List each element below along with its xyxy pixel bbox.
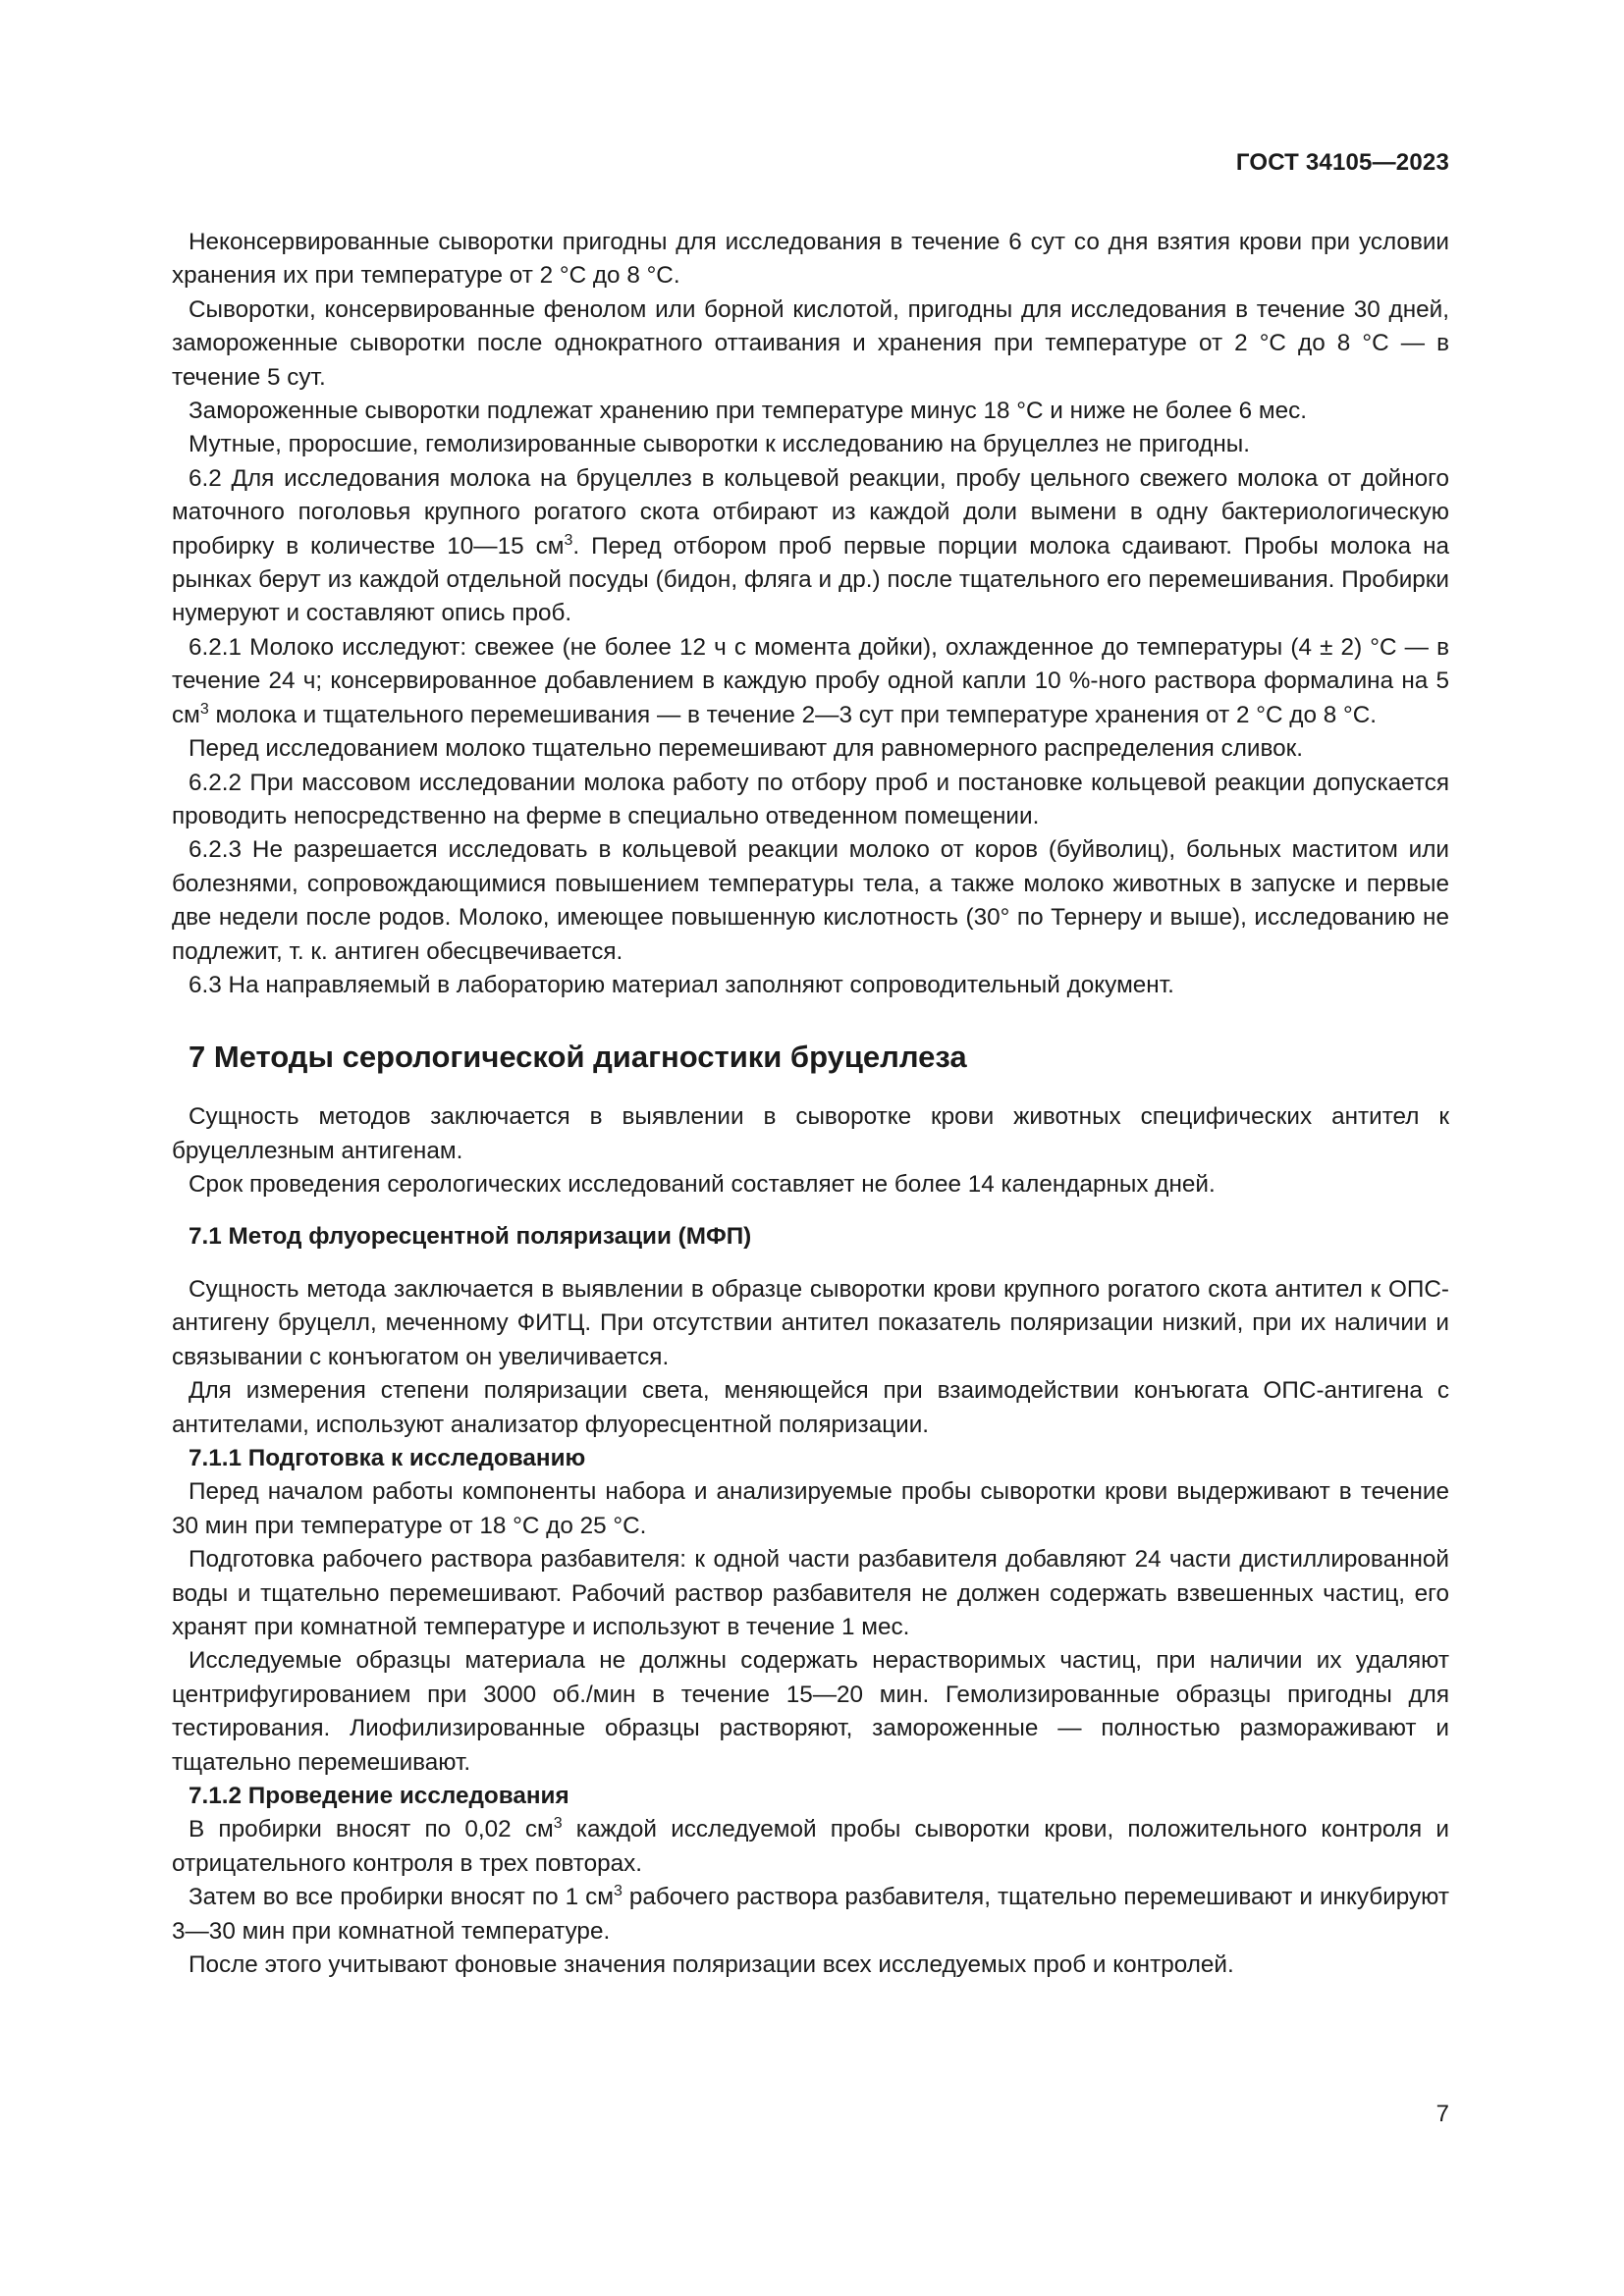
paragraph bbox=[172, 1813, 1449, 1881]
paragraph: Подготовка рабочего раствора разбавителя: к одной части разбавителя добавляют 24 части дистиллированной воды и тщательно перемешивают. Рабочий раствор разбавителя не должен содержать взвешенных частиц, его хранят при комнатной температуре и используют в течение 1 мес. bbox=[172, 1546, 1449, 1641]
paragraph: Перед исследованием молоко тщательно перемешивают для равномерного распределения сливок. bbox=[189, 735, 1303, 763]
section-7-1-1-heading: 7.1.1 Подготовка к исследованию bbox=[189, 1445, 586, 1471]
text-run: рабочего раствора разбавителя, тщательно перемешивают и инкубируют 3—30 мин при комнатной температуре. bbox=[172, 1884, 1449, 1945]
text-run: 6.2 Для исследования молока на бруцеллез в кольцевой реакции, пробу цельного свежего молока от дойного маточного поголовья крупного рогатого скота отбирают из каждой доли вымени в одну бактериологическую пробирку в количестве 10—15 см bbox=[172, 464, 1449, 560]
paragraph: Сущность методов заключается в выявлении в сыворотке крови животных специфических антител к бруцеллезным антигенам. bbox=[172, 1103, 1449, 1164]
paragraph: Сыворотки, консервированные фенолом или борной кислотой, пригодны для исследования в течение 30 дней, замороженные сыворотки после однократного оттаивания и хранения при температуре от 2 °С до 8 °С — в течение 5 сут. bbox=[172, 295, 1449, 391]
paragraph-6-2-2: 6.2.2 При массовом исследовании молока работу по отбору проб и постановке кольцевой реакции допускается проводить непосредственно на ферме в специально отведенном помещении. bbox=[172, 769, 1449, 829]
paragraph-6-2 bbox=[172, 462, 1449, 631]
paragraph: Неконсервированные сыворотки пригодны для исследования в течение 6 сут со дня взятия крови при условии хранения их при температуре от 2 °С до 8 °С. bbox=[172, 229, 1449, 290]
paragraph: Мутные, проросшие, гемолизированные сыворотки к исследованию на бруцеллез не пригодны. bbox=[189, 431, 1250, 458]
paragraph-6-2-3: 6.2.3 Не разрешается исследовать в кольцевой реакции молоко от коров (буйволиц), больных маститом или болезнями, сопровождающимися повышением температуры тела, а также молоко животных в запуске и первые две недели после родов. Молоко, имеющее повышенную кислотность (30° по Тернеру и выше), исследованию не подлежит, т. к. антиген обесцвечивается. bbox=[172, 836, 1449, 965]
page-number: 7 bbox=[1435, 2101, 1449, 2127]
document-body bbox=[172, 226, 1449, 1983]
paragraph: Срок проведения серологических исследований составляет не более 14 календарных дней. bbox=[189, 1171, 1216, 1199]
superscript: 3 bbox=[199, 700, 209, 718]
paragraph: Сущность метода заключается в выявлении в образце сыворотки крови крупного рогатого скота антител к ОПС-антигену бруцелл, меченному ФИТЦ. При отсутствии антител показатель поляризации низкий, при их наличии и связывании с конъюгатом он увеличивается. bbox=[172, 1275, 1449, 1370]
paragraph: Замороженные сыворотки подлежат хранению при температуре минус 18 °С и ниже не более 6 мес. bbox=[189, 398, 1307, 425]
text-run: . Перед отбором проб первые порции молока сдаивают. Пробы молока на рынках берут из каждой отдельной посуды (бидон, фляга и др.) после тщательного его перемешивания. Пробирки нумеруют и составляют опись проб. bbox=[172, 532, 1449, 627]
paragraph: Для измерения степени поляризации света, меняющейся при взаимодействии конъюгата ОПС-антигена с антителами, используют анализатор флуоресцентной поляризации. bbox=[172, 1377, 1449, 1438]
paragraph: Перед началом работы компоненты набора и анализируемые пробы сыворотки крови выдерживают в течение 30 мин при температуре от 18 °С до 25 °С. bbox=[172, 1478, 1449, 1539]
superscript: 3 bbox=[553, 1815, 563, 1833]
text-run: каждой исследуемой пробы сыворотки крови, положительного контроля и отрицательного контроля в трех повторах. bbox=[172, 1816, 1449, 1877]
text-run: 6.2.1 Молоко исследуют: свежее (не более 12 ч с момента дойки), охлажденное до температуры (4 ± 2) °С — в течение 24 ч; консервированное добавлением в каждую пробу одной капли 10 %-ного раствора формалина на 5 см bbox=[172, 633, 1449, 728]
paragraph-6-3: 6.3 На направляемый в лабораторию материал заполняют сопроводительный документ. bbox=[189, 971, 1174, 998]
paragraph: Исследуемые образцы материала не должны содержать нерастворимых частиц, при наличии их удаляют центрифугированием при 3000 об./мин в течение 15—20 мин. Гемолизированные образцы пригодны для тестирования. Лиофилизированные образцы растворяют, замороженные — полностью размораживают и тщательно перемешивают. bbox=[172, 1647, 1449, 1776]
paragraph bbox=[172, 1881, 1449, 1949]
superscript: 3 bbox=[564, 531, 573, 549]
text-run: В пробирки вносят по 0,02 см bbox=[189, 1816, 554, 1843]
section-7-1-2-heading: 7.1.2 Проведение исследования bbox=[189, 1783, 569, 1810]
superscript: 3 bbox=[613, 1883, 623, 1900]
section-7-1-heading: 7.1 Метод флуоресцентной поляризации (МФП) bbox=[189, 1222, 752, 1250]
paragraph: После этого учитывают фоновые значения поляризации всех исследуемых проб и контролей. bbox=[189, 1951, 1234, 1979]
document-header-id: ГОСТ 34105—2023 bbox=[1235, 149, 1449, 176]
paragraph-6-2-1 bbox=[172, 631, 1449, 732]
section-7-heading: 7 Методы серологической диагностики бруцеллеза bbox=[189, 1040, 967, 1075]
text-run: Затем во все пробирки вносят по 1 см bbox=[189, 1884, 614, 1911]
text-run: молока и тщательного перемешивания — в течение 2—3 сут при температуре хранения от 2 °С до 8 °С. bbox=[208, 701, 1378, 728]
